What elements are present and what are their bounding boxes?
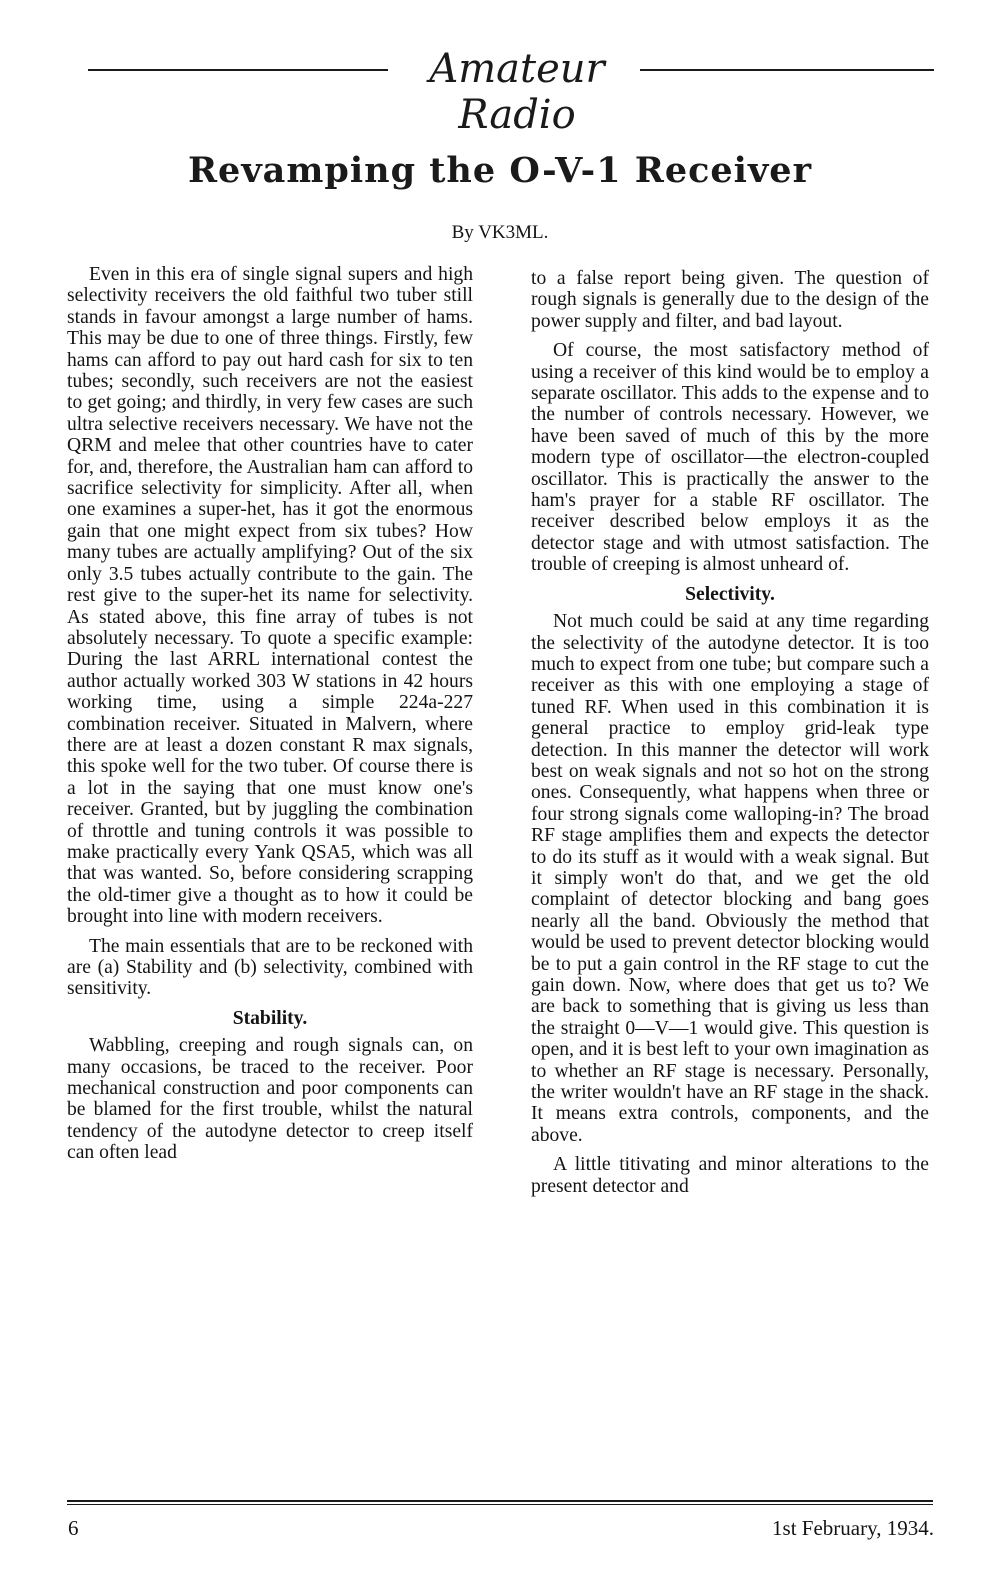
paragraph: Wabbling, creeping and rough signals can, on many occasions, be traced to the receiver. Poor mechanical construction and poor components can be blamed for the first trouble, whilst the natural tendency of the autodyne detector to creep itself can often lead — [67, 1035, 473, 1164]
right-column — [531, 268, 929, 1205]
paragraph: The main essentials that are to be reckoned with are (a) Stability and (b) selectivity, combined with sensitivity. — [67, 935, 473, 1000]
article-title: Revamping the O-V-1 Receiver — [187, 150, 813, 191]
paragraph: Not much could be said at any time regarding the selectivity of the autodyne detector. It is too much to expect from one tube; but compare such a receiver as this with one employing a stage of tuned RF. When used in this combination it is general practice to employ grid-leak type detection. In this manner the detector will work best on weak signals and not so hot on the strong ones. Consequently, what happens when three or four strong signals come walloping-in? The broad RF stage amplifies them and expects the detector to do its stuff as it would with a weak signal. But it simply won't do that, and we get the old complaint of detector blocking and bang goes nearly all the band. Obviously the method that would be used to prevent detector blocking would be to put a gain control in the RF stage to cut the gain down. Now, where does that get us to? We are back to something that is giving us less than the straight 0—V—1 would give. This question is open, and it is best left to your own imagination as to whether an RF stage is necessary. Personally, the writer wouldn't have an RF stage in the shack. It means extra controls, components, and the above. — [531, 611, 929, 1146]
section-heading-stability: Stability. — [232, 1007, 308, 1029]
masthead-rule-right — [640, 69, 934, 71]
paragraph: to a false report being given. The question of rough signals is generally due to the design of the power supply and filter, and bad layout. — [531, 268, 929, 332]
footer-rule — [67, 1500, 933, 1502]
paragraph: Even in this era of single signal supers and high selectivity receivers the old faithful two tuber still stands in favour amongst a large number of hams. This may be due to one of three things. Firstly, few hams can afford to pay out hard cash for six to ten tubes; secondly, such receivers are not the easiest to get going; and thirdly, in very few cases are such ultra selective receivers necessary. We have not the QRM and melee that other countries have to cater for, and, therefore, the Australian ham can afford to sacrifice selectivity for simplicity. After all, when one examines a super-het, has it got the enormous gain that one might expect from six tubes? How many tubes are actually amplifying? Out of the six only 3.5 tubes actually contribute to the gain. The rest give to the super-het its name for selectivity. As stated above, this fine array of tubes is not absolutely necessary. To quote a specific example: During the last ARRL international contest the author actually worked 303 W stations in 42 hours working time, using a simple 224a-227 combination receiver. Situated in Malvern, where there are at least a dozen constant R max signals, this spoke well for the two tuber. Of course there is a lot in the saying that one must know one's receiver. Granted, but by juggling the combination of throttle and tuning controls it was possible to make practically every Yank QSA5, which was all that was wanted. So, before considering scrapping the old-timer give a thought as to how it could be brought into line with modern receivers. — [67, 264, 473, 928]
masthead-logo: Amateur Radio — [429, 46, 605, 138]
footer-rule-thin — [67, 1504, 933, 1505]
paragraph: Of course, the most satisfactory method of using a receiver of this kind would be to employ a separate oscillator. This adds to the expense and to the number of controls necessary. However, we have been saved of much of this by the more modern type of oscillator—the electron-coupled oscillator. This is practically the answer to the ham's prayer for a stable RF oscillator. The receiver described below employs it as the detector stage and with utmost satisfaction. The trouble of creeping is almost unheard of. — [531, 340, 929, 576]
paragraph: A little titivating and minor alterations to the present detector and — [531, 1154, 929, 1197]
masthead — [88, 44, 934, 138]
section-heading-selectivity: Selectivity. — [685, 583, 775, 605]
left-column — [67, 264, 473, 1172]
article-byline: By VK3ML. — [451, 222, 549, 243]
masthead-rule-left — [88, 69, 388, 71]
issue-date: 1st February, 1934. — [772, 1516, 934, 1540]
page-number: 6 — [68, 1516, 79, 1540]
